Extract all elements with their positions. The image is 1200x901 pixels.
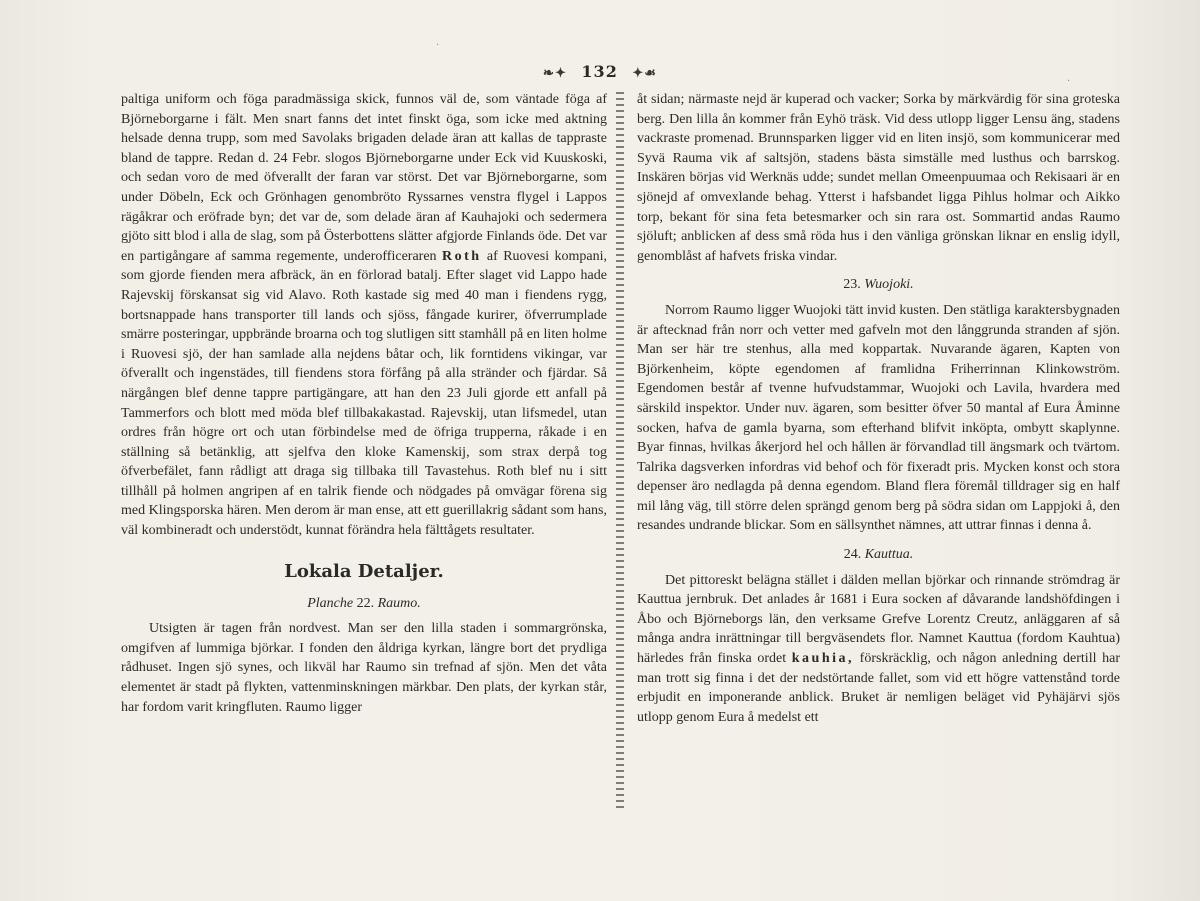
page-header: [0, 62, 1200, 81]
ornament-right-icon: ✦☙: [632, 66, 657, 81]
section-heading: Lokala Detaljer.: [284, 560, 444, 582]
left-column: [121, 90, 607, 717]
kauttua-paragraph: [637, 571, 1120, 728]
page-number: 132: [581, 62, 618, 81]
paragraph-text: paltiga uniform och föga paradmässiga skick, funnos väl de, som väntade föga af Björneborgarne i fält. Men snart fanns det intet finskt öga, som icke med aktning helsade denna trupp, som med Savolaks brigaden delade äran att kallas de tappraste bland de tappre. Redan d. 24 Febr. slogos Björneborgarne under Eck vid Kuuskoski, och sedan voro de med öfverallt der faran var störst. Det var Björneborgarne, som under Döbeln, Eck och Grönhagen genombröto Ryssarnes venstra flygel i Lappos rägåkrar och eröfrade byn; det var de, som delade äran af Kauhajoki och sedermera gjöto sitt blod i alla de slag, som på Österbottens slätter afgjorde Finlands öde. Det var en partigångare af samma regemente, underofficeraren: [121, 92, 607, 264]
plate-number: 22.: [356, 595, 375, 611]
raumo-paragraph: Utsigten är tagen från nordvest. Man ser den lilla staden i sommargrönska, omgifven af lummiga björkar. I fonden den åldriga kyrkan, längre bort det prydliga rådhuset. Ingen sjö synes, och likväl har Raumo sin trefnad af sjön. Men det våta elementet är stadt på flykten, vattenminskningen märkbar. Den plats, der kyrkan står, har fordom varit kringfluten. Raumo ligger: [121, 621, 607, 715]
plate-title: Raumo.: [377, 595, 421, 611]
right-column: [637, 90, 1120, 727]
column-divider: [616, 92, 624, 812]
wuojoki-paragraph: Norrom Raumo ligger Wuojoki tätt invid kusten. Den stätliga karaktersbygnaden är aftecknad från norr och vetter med gafveln mot den långgrunda stranden af sjön. Man ser här tre stenhus, alla med koppartak. Nuvarande ägaren, Kapten von Björkenheim, köpte egendomen af framlidna Friherrinnan Klinkowström. Egendomen består af tvenne hufvudstammar, Wuojoki och Lavila, hvardera med särskild inspektor. Under nuv. ägaren, som besitter öfver 50 mantal af Eura Åminne socken, hafva de gamla byarna, som efterhand blifvit inköpta, ombytt skaplynne. Byar finnas, hvilkas åkerjord hel och hållen är förvandlad till ängsmark och tvärtom. Talrika dagsverken infordras vid behof och för fixeradt pris. Mycken konst och stora depenser äro nedlagda på denna egendom. Bland flera föremål tilldrager sig en half mil lång väg, till större delen sprängd genom berg på södra sidan om Lappjoki å, den resandes undrande blickar. Som en sällsynthet nämnes, att uttrar finnas i denna å.: [637, 302, 1120, 534]
plate-label: Planche: [307, 595, 354, 611]
section-24-heading: [637, 545, 1120, 565]
section-title: Kauttua.: [864, 547, 914, 563]
bleed-mark: ·: [436, 40, 440, 51]
paragraph-text: Det pittoreskt belägna stället i dälden mellan björkar och rinnande strömdrag är Kauttua jernbruk. Det anlades år 1681 i Eura socken af dåvarande landshöfdingen i Åbo och Björneborgs län, den verksame Grefve Lorentz Creutz, anläggaren af så många andra inrättningar till bergväsendets flor. Namnet Kauttua (fordom Kauhtua) härledes från finska ordet: [637, 572, 1120, 667]
paragraph-text: af Ruovesi kompani, som gjorde fienden mera afbräck, än en förlorad batalj. Efter slaget vid Lappo hade Rajevskij förskansat sig vid Alavo. Roth kastade sig med 40 man i fiendens rygg, bortsnappade hans transporter till lands och sjöss, fångade kurirer, öfverrumplade smärre posteringar, uppbrände broarna och tog slutligen sitt stamhåll på en liten holme i Ruovesi sjö, der han samlade alla nejdens båtar och, lik forntidens vikingar, var öfverallt och ingenstädes, till fiendens stora förfång på alla stränder och fjärdar. Så närgången blef denne tappre partigängare, att han den 23 Juli gjorde ett anfall på Tammerfors och blott med möda blef tillbakakastad. Rajevskij, utan lifsmedel, utan ordres från högre ort och utan förbindelse med de öfriga trupperna, råkade i en ställning så betänklig, att sjelfva den kloke Kamenskij, som strax derpå tog öfverbefälet, fann rådligt att draga sig tillbaka till Tavastehus. Roth blef nu i sitt tillhåll på holmen angripen af en talrik fiende och nödgades på omvägar förena sig med Klingsporska hären. Men derom är man ense, att ett guerillakrig sådant som hans, väl kombineradt och understödt, kunnat förändra hela fälttågets resultater.: [121, 248, 607, 539]
section-number: 23.: [843, 277, 861, 293]
officer-name: Roth: [441, 248, 482, 264]
raumo-continued-paragraph: åt sidan; närmaste nejd är kuperad och vacker; Sorka by märkvärdig för sina groteska berg. Den lilla ån kommer från Eyhö träsk. Vid dess utlopp ligger Lensu äng, stadens vackraste promenad. Brunnsparken ligger vid en liten insjö, som kommunicerar med Syvä Rauma vik af saltsjön, stadens bästa simställe med lusthus och barrskog. Inskären börjas vid Werknäs udde; sundet mellan Omeenpuumaa och Rekisaari är en sjönejd af omvexlande behag. Ytterst i hafsbandet ligga Pihlus holmar och Aikko torp, bekant för sina feta betesmarker och sin rara ost. Sommartid andas Raumo sjöluft; anblicken af dess små röda hus i den vänliga grönskan liknar en enslig idyll, genomblåst af hafvets friska vindar.: [637, 92, 1120, 264]
body-paragraph: [121, 90, 607, 541]
section-title: Wuojoki.: [864, 277, 914, 293]
section-23-heading: [637, 275, 1120, 295]
paragraph-text: förskräcklig, och någon anledning dertill har man trott sig finna i det der nedstörtande fallet, som vid ett högre vattenstånd torde erbjudit en imponerande anblick. Bruket är nemligen beläget vid Pyhäjärvi sjös utlopp genom Eura å medelst ett: [637, 651, 1121, 725]
emphasized-word: kauhia,: [791, 651, 855, 667]
subsection-heading: [121, 594, 607, 614]
ornament-left-icon: ❧✦: [543, 66, 567, 81]
bleed-mark: ·: [1067, 76, 1071, 87]
section-number: 24.: [843, 547, 862, 563]
